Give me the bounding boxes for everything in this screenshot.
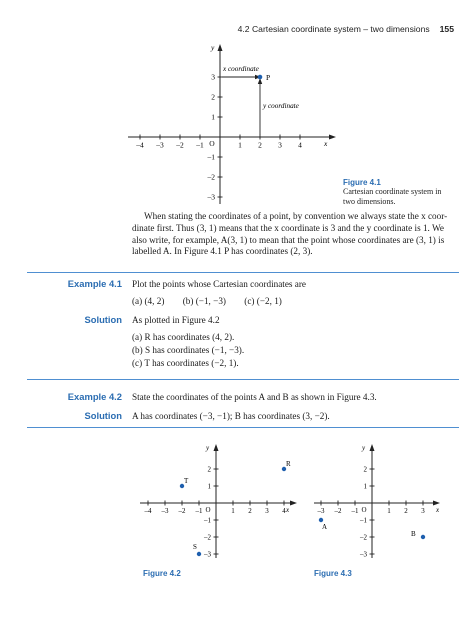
solution-line: (a) R has coordinates (4, 2). — [132, 332, 235, 342]
figure-4-1-caption-line: Cartesian coordinate system in — [343, 187, 442, 196]
x-axis-arrow — [329, 135, 336, 140]
figure-4-2-caption: Figure 4.2 — [143, 569, 181, 578]
y-tick-label: 1 — [211, 112, 215, 122]
x-tick-label: 1 — [231, 507, 235, 515]
body-paragraph — [132, 211, 457, 258]
solution-line: (c) T has coordinates (−2, 1). — [132, 358, 239, 368]
solution-4-1-lines — [132, 331, 244, 370]
x-tick-label: –2 — [178, 507, 186, 515]
x-tick-label: –1 — [196, 140, 204, 150]
solution-line: (b) S has coordinates (−1, −3). — [132, 345, 245, 355]
y-tick-label: –1 — [360, 516, 367, 525]
x-tick-label: 3 — [421, 507, 425, 515]
x-tick-label: 2 — [248, 507, 252, 515]
paragraph-line: dinate first. Thus (3, 1) means that the x coordinate is 3 and the y coordinate is 1. We — [132, 222, 444, 233]
point-p-label: P — [266, 73, 271, 82]
example-top-rule — [27, 272, 459, 273]
example-4-1-parts — [132, 296, 332, 306]
example-4-1-question: Plot the points whose Cartesian coordinates are — [132, 279, 307, 289]
figure-4-1-caption — [343, 178, 441, 207]
x-axis-label: x — [324, 139, 328, 148]
example-4-1-label: Example 4.1 — [67, 278, 122, 289]
point-r-label: R — [286, 460, 291, 468]
point-a-label: A — [322, 523, 328, 531]
y-tick-label: –2 — [204, 533, 211, 542]
example-4-2-question: State the coordinates of the points A and B as shown in Figure 4.3. — [132, 392, 377, 402]
y-axis-arrow — [370, 444, 375, 451]
x-axis-arrow — [433, 501, 440, 506]
figure-4-2 — [128, 440, 300, 565]
x-tick-label: –4 — [144, 507, 152, 515]
y-tick-label: 3 — [211, 72, 215, 82]
x-tick-label: –1 — [195, 507, 203, 515]
point-s-label: S — [193, 543, 197, 551]
x-tick-label: 2 — [258, 140, 262, 150]
point-b — [421, 535, 425, 539]
example-part: (c) (−2, 1) — [244, 296, 282, 306]
y-axis-arrow — [218, 44, 223, 51]
y-tick-label: –2 — [207, 172, 215, 182]
solution-4-2-text: A has coordinates (−3, −1); B has coordinates (3, −2). — [132, 411, 330, 421]
y-tick-label: 2 — [207, 465, 211, 474]
figure-4-1-caption-title: Figure 4.1 — [343, 178, 381, 187]
y-axis-label: y — [362, 444, 366, 452]
x-tick-label: 4 — [282, 507, 286, 515]
y-tick-label: 1 — [207, 482, 211, 491]
page-number: 155 — [439, 24, 454, 34]
point-p — [258, 75, 263, 80]
origin-label: O — [205, 506, 211, 514]
y-tick-label: –3 — [360, 550, 367, 559]
x-coordinate-label: x coordinate — [223, 65, 259, 73]
point-s — [197, 552, 201, 556]
x-tick-label: –2 — [334, 507, 342, 515]
x-tick-label: –1 — [351, 507, 359, 515]
x-axis-label: x — [436, 506, 440, 514]
paragraph-line: also write, for example, A(3, 1) to mean that the point whose coordinates are (3, 1) is — [132, 234, 445, 245]
y-tick-label: 1 — [363, 482, 367, 491]
origin-label: O — [209, 139, 215, 148]
x-tick-label: 1 — [238, 140, 242, 150]
y-axis-label: y — [211, 43, 215, 52]
point-b-label: B — [411, 530, 416, 538]
figure-4-3 — [308, 440, 448, 565]
x-tick-label: –2 — [176, 140, 184, 150]
example-part: (b) (−1, −3) — [182, 296, 226, 306]
solution-4-1-intro: As plotted in Figure 4.2 — [132, 315, 220, 325]
y-axis-label: y — [206, 444, 210, 452]
origin-label: O — [361, 506, 367, 514]
x-axis-arrow — [290, 501, 297, 506]
paragraph-line: When stating the coordinates of a point, by convention we always state the x coor- — [144, 211, 448, 221]
y-tick-label: –3 — [204, 550, 211, 559]
x-axis-label: x — [286, 506, 290, 514]
figure-4-1-caption-line: two dimensions. — [343, 197, 396, 206]
y-tick-label: –1 — [204, 516, 211, 525]
y-tick-label: –1 — [207, 152, 215, 162]
x-tick-label: 4 — [298, 140, 302, 150]
running-header — [238, 24, 454, 34]
x-tick-label: 1 — [387, 507, 391, 515]
example-4-2-label: Example 4.2 — [67, 391, 122, 402]
y-coordinate-label: y coordinate — [263, 102, 299, 110]
y-tick-label: –2 — [360, 533, 367, 542]
point-t-label: T — [184, 477, 189, 485]
solution-4-1-label: Solution — [84, 314, 122, 325]
solution-4-2-label: Solution — [84, 410, 122, 421]
y-axis-arrow — [214, 444, 219, 451]
y-tick-label: –3 — [207, 192, 215, 202]
figure-4-3-caption: Figure 4.3 — [314, 569, 352, 578]
figure-4-1 — [110, 38, 350, 223]
x-tick-label: –3 — [161, 507, 169, 515]
example-part: (a) (4, 2) — [132, 296, 165, 306]
example-bottom-rule — [27, 379, 459, 380]
section-title: 4.2 Cartesian coordinate system – two dimensions — [237, 24, 430, 34]
x-tick-label: 2 — [404, 507, 408, 515]
point-a — [319, 518, 323, 522]
x-tick-label: 3 — [278, 140, 282, 150]
x-tick-label: –3 — [156, 140, 164, 150]
x-tick-label: –4 — [136, 140, 144, 150]
x-tick-label: –3 — [317, 507, 325, 515]
paragraph-line: labelled A. In Figure 4.1 P has coordinates (2, 3). — [132, 246, 313, 257]
y-tick-label: 2 — [211, 92, 215, 102]
example-4-2-rule — [27, 427, 459, 428]
y-tick-label: 2 — [363, 465, 367, 474]
x-tick-label: 3 — [265, 507, 269, 515]
